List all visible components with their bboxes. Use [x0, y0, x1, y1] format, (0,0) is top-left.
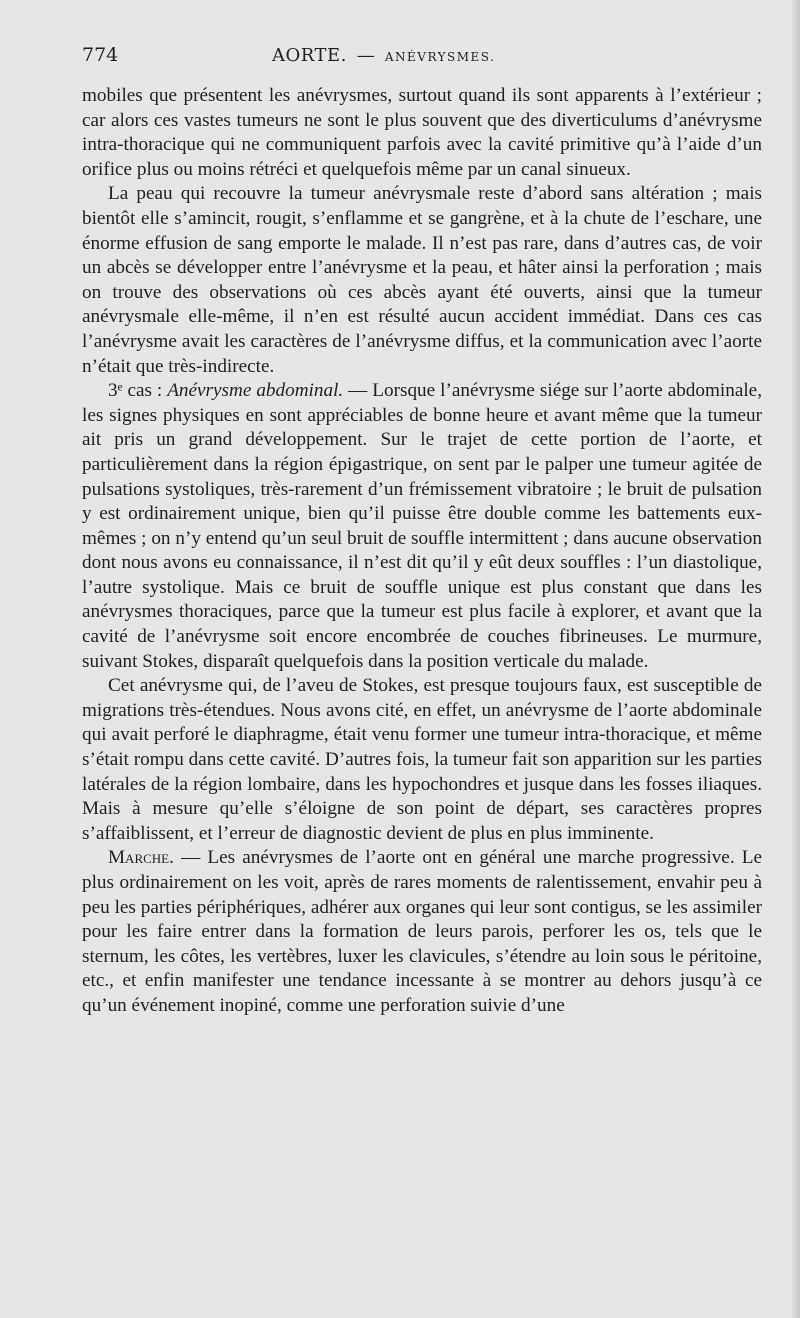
heading-dash: —: [348, 380, 368, 402]
paragraph-3: [82, 379, 762, 674]
heading-dash: —: [181, 847, 201, 869]
case-number-label: 3ᵉ cas :: [108, 380, 163, 402]
page-number: 774: [82, 44, 119, 66]
paragraph-5-text: Les anévrysmes de l’aorte ont en général une marche progressive. Le plus ordinairement on les voit, après de rares moments de ralentissement, envahir peu à peu les parties périphériques, adhérer aux organes qui leur sont contigus, se les assimiler pour les faire entrer dans la formation de leurs parois, perforer les os, tels que le sternum, les côtes, les vertèbres, luxer les clavicules, s’étendre au loin sous le péritoine, etc., et enfin manifester une tendance incessante à se montrer au dehors jusqu’à ce qu’un événement inopiné, comme une perforation suivie d’une: [82, 847, 762, 1016]
paragraph-1: mobiles que présentent les anévrysmes, surtout quand ils sont apparents à l’extérieur ; car alors ces vastes tumeurs ne sont le plus souvent que des diverticulums d’anévrysme intra-thoracique qui ne communiquent parfois avec la cavité primitive qu’à l’aide d’un orifice plus ou moins rétréci et quelquefois même par un canal sinueux.: [82, 85, 762, 180]
running-head: [82, 44, 762, 80]
paragraph-3-text: Lorsque l’anévrysme siége sur l’aorte abdominale, les signes physiques en sont appréciables de bonne heure et avant même que la tumeur ait pris un grand développement. Sur le trajet de cette portion de l’aorte, et particulièrement dans la région épigastrique, on sent par le palper une tumeur agitée de pulsations systoliques, très-rarement d’un frémissement vibratoire ; le bruit de pulsation y est ordinairement unique, bien qu’il puisse être double comme les battements eux-mêmes ; on n’y entend qu’un seul bruit de souffle intermittent ; dans aucune observation dont nous avons eu connaissance, il n’est dit qu’il y eût deux souffles : l’un diastolique, l’autre systolique. Mais ce bruit de souffle unique est plus constant que dans les anévrysmes thoraciques, parce que la tumeur est plus facile à explorer, et avant que la cavité de l’anévrysme soit encore encombrée de couches fibrineuses. Le murmure, suivant Stokes, disparaît quelquefois dans la position verticale du malade.: [82, 380, 762, 672]
paragraph-5: [82, 846, 762, 1018]
paragraph-2: La peau qui recouvre la tumeur anévrysmale reste d’abord sans altération ; mais bientôt elle s’amincit, rougit, s’enflamme et se gangrène, et à la chute de l’eschare, une énorme effusion de sang emporte le malade. Il n’est pas rare, dans d’autres cas, de voir un abcès se développer entre l’anévrysme et la peau, et hâter ainsi la perforation ; mais on trouve des observations où ces abcès ayant été ouverts, ainsi que la tumeur anévrysmale elle-même, il n’en est résulté aucun accident immédiat. Dans ces cas l’anévrysme avait les caractères de l’anévrysme diffus, et la communication avec l’aorte n’était que très-indirecte.: [82, 183, 762, 377]
section-heading-abdominal: Anévrysme abdominal.: [167, 380, 344, 402]
body-text: [82, 84, 762, 1019]
header-separator: —: [356, 45, 375, 66]
header-subtitle: ANÉVRYSMES.: [384, 50, 496, 64]
page-edge-shadow: [792, 0, 800, 1318]
paragraph-4: Cet anévrysme qui, de l’aveu de Stokes, est presque toujours faux, est susceptible de migrations très-étendues. Nous avons cité, en effet, un anévrysme de l’aorte abdominale qui avait perforé le diaphragme, était venu former une tumeur intra-thoracique, et même s’était rompu dans cette cavité. D’autres fois, la tumeur fait son apparition sur les parties latérales de la région lombaire, dans les hypochondres et jusque dans les fosses iliaques. Mais à mesure qu’elle s’éloigne de son point de départ, ses caractères propres s’affaiblissent, et l’erreur de diagnostic devient de plus en plus imminente.: [82, 675, 762, 844]
section-heading-marche: Marche.: [108, 847, 174, 869]
header-title: AORTE.: [272, 45, 347, 66]
